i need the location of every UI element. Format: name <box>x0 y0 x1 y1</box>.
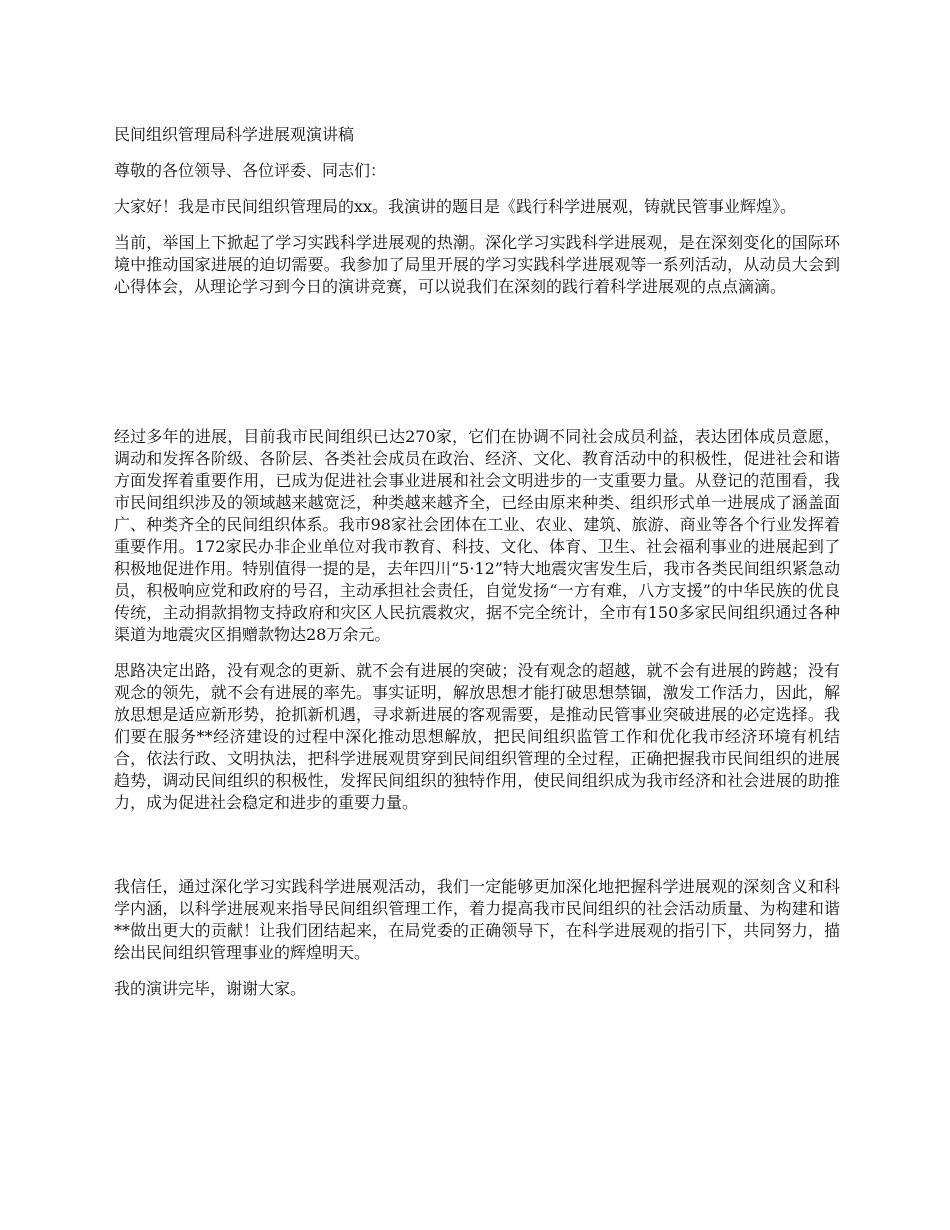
blank-space <box>114 312 840 426</box>
paragraph-intro: 当前，举国上下掀起了学习实践科学进展观的热潮。深化学习实践科学进展观，是在深刻变化的国际环境中推动国家进展的迫切需要。我参加了局里开展的学习实践科学进展观等一系列活动，从动员大会到心得体会，从理论学习到今日的演讲竞赛，可以说我们在深刻的践行着科学进展观的点点滴滴。 <box>114 233 840 296</box>
salutation: 尊敬的各位领导、各位评委、同志们： <box>114 161 387 180</box>
paragraph-thinking: 思路决定出路，没有观念的更新、就不会有进展的突破；没有观念的超越，就不会有进展的跨越；没有观念的领先，就不会有进展的率先。事实证明，解放思想才能打破思想禁锢，激发工作活力，因此，解放思想是适应新形势，抢抓新机遇，寻求新进展的客观需要，是推动民管事业突破进展的必定选择。我们要在服务**经济建设的过程中深化推动思想解放，把民间组织监管工作和优化我市经济环境有机结合，依法行政、文明执法，把科学进展观贯穿到民间组织管理的全过程，正确把握我市民间组织的进展趋势，调动民间组织的积极性，发挥民间组织的独特作用，使民间组织成为我市经济和社会进展的助推力，成为促进社会稳定和进步的重要力量。 <box>114 661 840 812</box>
document-body <box>114 124 840 1014</box>
blank-space <box>114 828 840 876</box>
paragraph-development: 经过多年的进展，目前我市民间组织已达270家，它们在协调不同社会成员利益，表达团体成员意愿，调动和发挥各阶级、各阶层、各类社会成员在政治、经济、文化、教育活动中的积极性，促进社会和谐方面发挥着重要作用，已成为促进社会事业进展和社会文明进步的一支重要力量。从登记的范围看，我市民间组织涉及的领域越来越宽泛，种类越来越齐全，已经由原来种类、组织形式单一进展成了涵盖面广、种类齐全的民间组织体系。我市98家社会团体在工业、农业、建筑、旅游、商业等各个行业发挥着重要作用。172家民办非企业单位对我市教育、科技、文化、体育、卫生、社会福利事业的进展起到了积极地促进作用。特别值得一提的是，去年四川“5·12”特大地震灾害发生后，我市各类民间组织紧急动员，积极响应党和政府的号召，主动承担社会责任，自觉发扬“一方有难，八方支援”的中华民族的优良传统，主动捐款捐物支持政府和灾区人民抗震救灾，据不完全统计，全市有150多家民间组织通过各种渠道为地震灾区捐赠款物达28万余元。 <box>114 427 840 644</box>
paragraph-closing: 我的演讲完毕，谢谢大家。 <box>114 979 307 998</box>
document-title: 民间组织管理局科学进展观演讲稿 <box>114 125 355 144</box>
paragraph-belief: 我信任，通过深化学习实践科学进展观活动，我们一定能够更加深化地把握科学进展观的深刻含义和科学内涵，以科学进展观来指导民间组织管理工作，着力提高我市民间组织的社会活动质量、为构建和谐**做出更大的贡献！让我们团结起来，在局党委的正确领导下，在科学进展观的指引下，共同努力，描绘出民间组织管理事业的辉煌明天。 <box>114 877 840 962</box>
paragraph-greeting: 大家好！我是市民间组织管理局的xx。我演讲的题目是《践行科学进展观，铸就民管事业辉煌》。 <box>114 197 797 216</box>
